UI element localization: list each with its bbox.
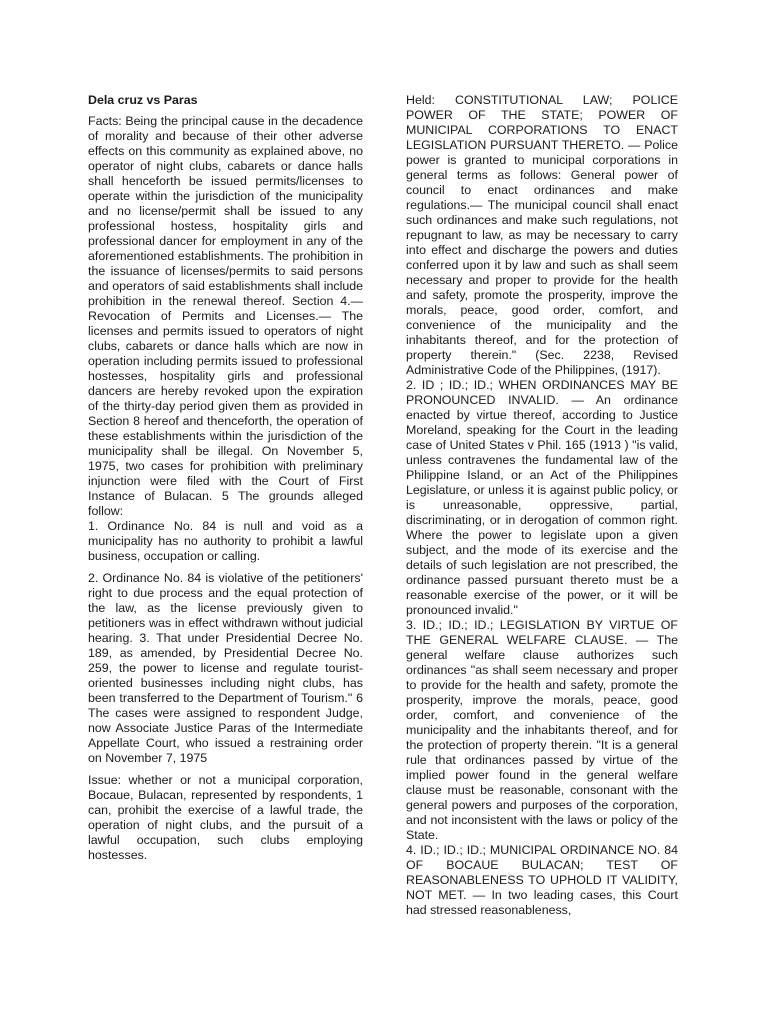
ground-two-paragraph: 2. Ordinance No. 84 is violative of the petitioners' right to due process and the equal protection of the law, as the license previously given to petitioners was in effect withdrawn without judicial hearing. 3. That under Presidential Decree No. 189, as amended, by Presidential Decree No. 259, the power to license and regulate tourist-oriented businesses including night clubs, has been transferred to the Department of Tourism." 6 The cases were assigned to respondent Judge, now Associate Justice Paras of the Intermediate Appellate Court, who issued a restraining order on November 7, 1975 [88, 571, 363, 765]
issue-paragraph: Issue: whether or not a municipal corporation, Bocaue, Bulacan, represented by respondents, 1 can, prohibit the exercise of a lawful trade, the operation of night clubs, and the pursuit of a lawful occupation, such clubs employing hostesses. [88, 773, 363, 862]
left-column [88, 93, 363, 870]
invalid-ordinance-paragraph: 2. ID ; ID.; ID.; WHEN ORDINANCES MAY BE PRONOUNCED INVALID. — An ordinance enacted by virtue thereof, according to Justice Moreland, speaking for the Court in the leading case of United States v Phil. 165 (1913 ) "is valid, unless contravenes the fundamental law of the Philippine Island, or an Act of the Philippines Legislature, or unless it is against public policy, or is unreasonable, oppressive, partial, discriminating, or in derogation of common right. Where the power to legislate upon a given subject, and the mode of its exercise and the details of such legislation are not prescribed, the ordinance passed pursuant thereto must be a reasonable exercise of the power, or it will be pronounced invalid." [406, 378, 678, 617]
case-title: Dela cruz vs Paras [88, 93, 198, 107]
held-paragraph: Held: CONSTITUTIONAL LAW; POLICE POWER OF THE STATE; POWER OF MUNICIPAL CORPORATIONS TO ENACT LEGISLATION PURSUANT THERETO. — Police power is granted to municipal corporations in general terms as follows: General power of council to enact ordinances and make regulations.— The municipal council shall enact such ordinances and make such regulations, not repugnant to law, as may be necessary to carry into effect and discharge the powers and duties conferred upon it by law and such as shall seem necessary and proper to provide for the health and safety, promote the prosperity, improve the morals, peace, good order, comfort, and convenience of the municipality and the inhabitants thereof, and for the protection of property therein." (Sec. 2238, Revised Administrative Code of the Philippines, (1917). [406, 93, 678, 377]
reasonableness-paragraph: 4. ID.; ID.; ID.; MUNICIPAL ORDINANCE NO. 84 OF BOCAUE BULACAN; TEST OF REASONABLENESS TO UPHOLD IT VALIDITY, NOT MET. — In two leading cases, this Court had stressed reasonableness, [406, 843, 678, 917]
right-column [406, 93, 678, 918]
facts-paragraph: Facts: Being the principal cause in the decadence of morality and because of their other adverse effects on this community as explained above, no operator of night clubs, cabarets or dance halls shall henceforth be issued permits/licenses to operate within the jurisdiction of the municipality and no license/permit shall be issued to any professional hostess, hospitality girls and professional dancer for employment in any of the aforementioned establishments. The prohibition in the issuance of licenses/permits to said persons and operators of said establishments shall include prohibition in the renewal thereof. Section 4.— Revocation of Permits and Licenses.— The licenses and permits issued to operators of night clubs, cabarets or dance halls which are now in operation including permits issued to professional hostesses, hospitality girls and professional dancers are hereby revoked upon the expiration of the thirty-day period given them as provided in Section 8 hereof and thenceforth, the operation of these establishments within the jurisdiction of the municipality shall be illegal. On November 5, 1975, two cases for prohibition with preliminary injunction were filed with the Court of First Instance of Bulacan. 5 The grounds alleged follow: 1. Ordinance No. 84 is null and void as a municipality has no authority to prohibit a lawful business, occupation or calling. [88, 114, 363, 563]
general-welfare-paragraph: 3. ID.; ID.; ID.; LEGISLATION BY VIRTUE OF THE GENERAL WELFARE CLAUSE. — The general welfare clause authorizes such ordinances "as shall seem necessary and proper to provide for the health and safety, promote the prosperity, improve the morals, peace, good order, comfort, and convenience of the municipality and the inhabitants thereof, and for the protection of property therein. "It is a general rule that ordinances passed by virtue of the implied power found in the general welfare clause must be reasonable, consonant with the general powers and purposes of the corporation, and not inconsistent with the laws or policy of the State. [406, 618, 678, 842]
